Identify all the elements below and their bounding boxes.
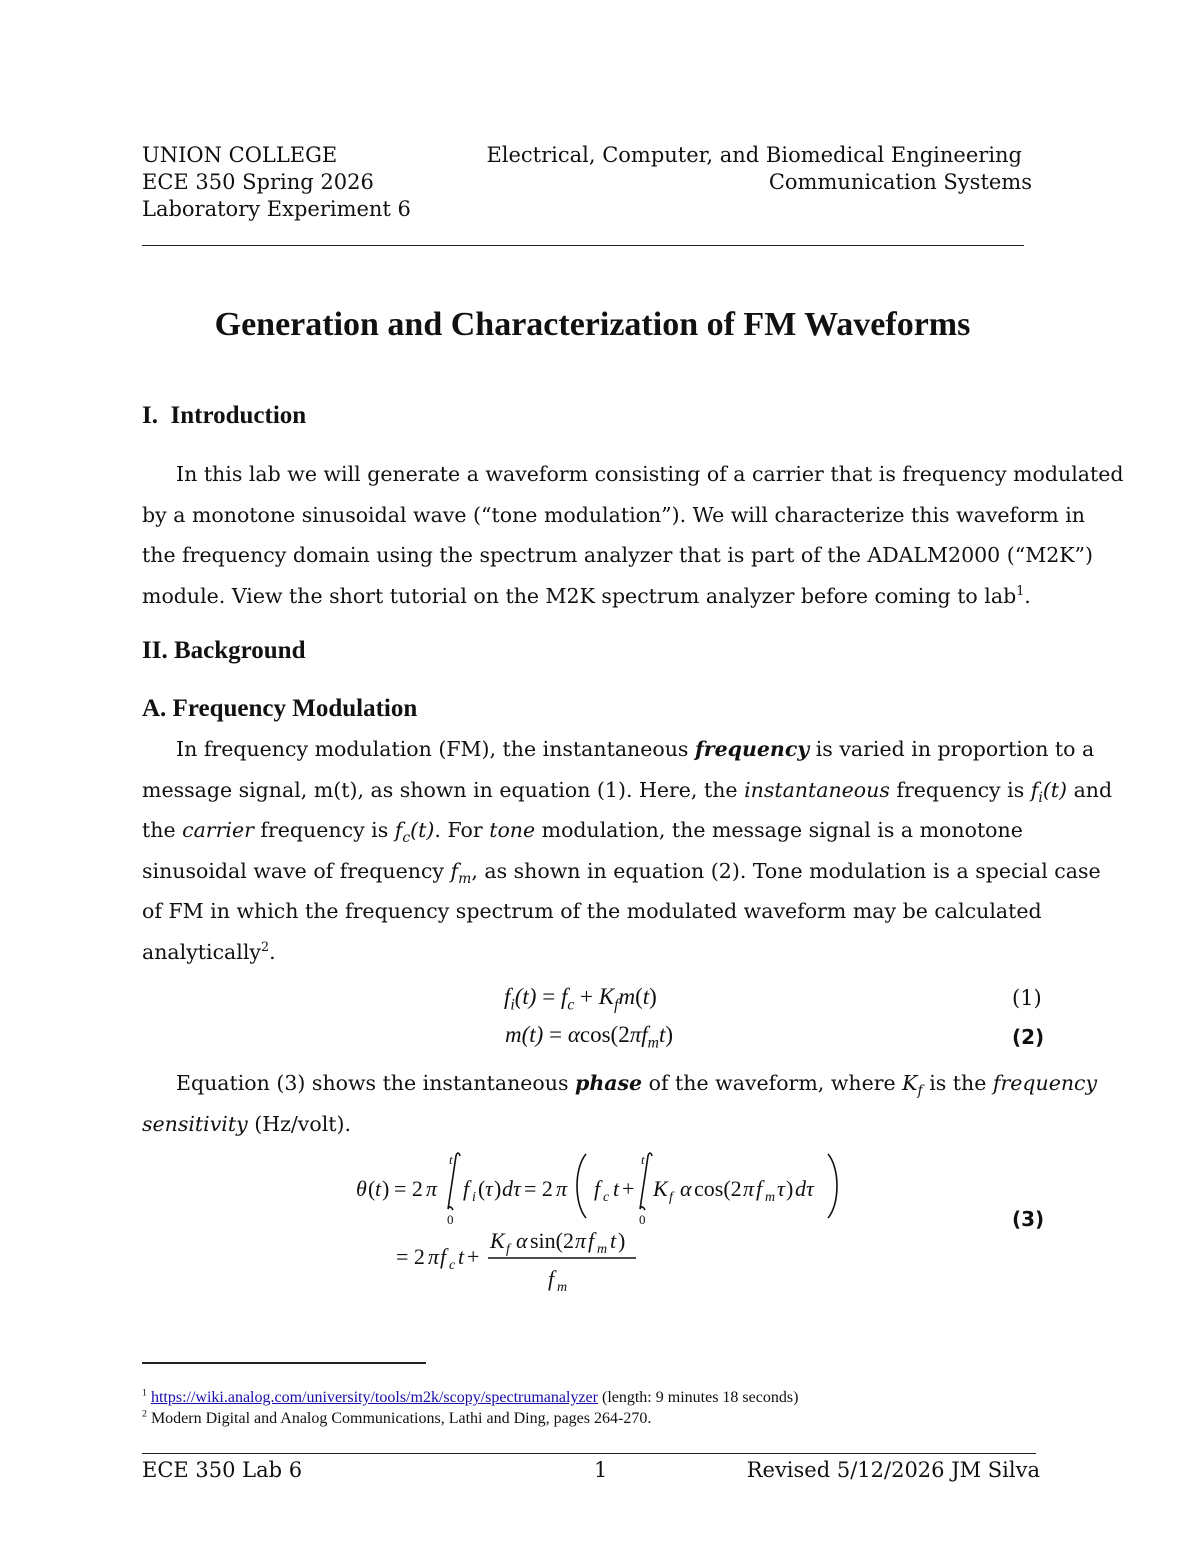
fm-fc-f: f [394, 818, 403, 842]
section-background-heading: II. Background [142, 637, 306, 664]
footnote-2-number: 2 [142, 1408, 147, 1420]
equation-3 [340, 1148, 860, 1298]
footnote-ref-2[interactable]: 2 [260, 938, 270, 954]
intro-line-3: the frequency domain using the spectrum analyzer that is part of the ADALM2000 (“M2K”) [142, 543, 1094, 567]
fm-fi-sub: i [1038, 789, 1043, 806]
phase-emph-frequency: frequency [992, 1071, 1098, 1095]
header-experiment: Laboratory Experiment 6 [142, 197, 411, 221]
svg-text:f: f [463, 1176, 470, 1201]
phase-kf-sub: f [917, 1083, 923, 1100]
fm-line-3c: frequency is [253, 818, 395, 842]
svg-text:α: α [516, 1228, 528, 1253]
header-rule [142, 245, 1024, 246]
equation-1-number: (1) [1012, 986, 1042, 1010]
fm-line-2g: and [1067, 777, 1113, 802]
fm-line-3g: . For [434, 818, 490, 842]
svg-text:c: c [449, 1258, 456, 1273]
svg-text:τ: τ [777, 1176, 785, 1201]
svg-text:cos(2: cos(2 [694, 1176, 742, 1201]
svg-text:m: m [597, 1242, 608, 1257]
fm-emph-carrier: carrier [182, 818, 254, 842]
phase-line-1a: Equation (3) shows the instantaneous [176, 1071, 575, 1095]
svg-text:+: + [622, 1176, 635, 1201]
fm-line-3i: modulation, the message signal is a monotone [535, 818, 1023, 842]
svg-text:π: π [575, 1228, 587, 1253]
svg-text:(: ( [478, 1176, 486, 1201]
svg-text:t: t [613, 1176, 620, 1201]
equation-2: $m(t) = \alpha\cos(2\pi f_mt)$ [505, 1022, 673, 1052]
footer-rule [142, 1453, 1036, 1454]
svg-text:t: t [375, 1176, 382, 1201]
phase-line-1f: is the [922, 1071, 993, 1095]
svg-text:+: + [467, 1244, 480, 1269]
phase-paragraph [142, 1063, 1098, 1144]
equation-1: $f_i(t) = f_c + K_fm(t)$ [504, 984, 657, 1014]
footnote-1 [142, 1389, 798, 1407]
svg-text:K: K [653, 1176, 668, 1201]
svg-text:= 2: = 2 [396, 1244, 425, 1269]
svg-text:π: π [428, 1244, 440, 1269]
svg-text:): ) [494, 1176, 502, 1201]
fm-line-2a: message signal, m(t), as shown in equation (1). Here, the [142, 777, 745, 802]
phase-kf-k: K [902, 1071, 918, 1095]
svg-text:= 2: = 2 [524, 1176, 553, 1201]
fm-line-5: of FM in which the frequency spectrum of the modulated waveform may be calculated [142, 899, 1042, 923]
svg-text:α: α [680, 1176, 692, 1201]
intro-line-4-end: . [1024, 583, 1031, 608]
footnote-1-text: (length: 9 minutes 18 seconds) [597, 1389, 799, 1406]
svg-text:m: m [557, 1280, 568, 1295]
fm-emph-frequency: frequency [694, 737, 810, 761]
fm-fc-t: (t) [410, 818, 435, 842]
footnote-2-text: Modern Digital and Analog Communications, Lathi and Ding, pages 264-270. [146, 1410, 652, 1427]
svg-text:0: 0 [447, 1212, 454, 1227]
svg-text:): ) [786, 1176, 794, 1201]
svg-text:t: t [610, 1228, 617, 1253]
svg-text:dτ: dτ [502, 1176, 521, 1201]
svg-text:f: f [548, 1266, 555, 1291]
svg-text:): ) [618, 1228, 626, 1253]
phase-line-1c: of the waveform, where [642, 1071, 903, 1095]
equation-2-number: (2) [1012, 1025, 1045, 1049]
footer-right: Revised 5/12/2026 JM Silva [746, 1458, 1040, 1482]
page-title: Generation and Characterization of FM Waveforms [214, 306, 971, 343]
footnote-1-link[interactable]: https://wiki.analog.com/university/tools/m2k/scopy/spectrumanalyzer [150, 1389, 598, 1406]
footnote-ref-1[interactable]: 1 [1016, 582, 1025, 598]
fm-line-1c: is varied in proportion to a [809, 737, 1095, 761]
svg-text:): ) [382, 1176, 390, 1201]
header-institution: UNION COLLEGE [142, 143, 338, 167]
section-intro-heading [142, 402, 306, 430]
intro-line-4: module. View the short tutorial on the M2K spectrum analyzer before coming to lab [142, 583, 1017, 608]
svg-text:c: c [603, 1190, 610, 1205]
fm-line-2c: frequency is [889, 777, 1031, 802]
header-department: Electrical, Computer, and Biomedical Engineering [486, 143, 1022, 167]
section-intro-number: I. [142, 402, 158, 429]
footnote-1-number: 1 [142, 1387, 147, 1399]
fm-line-4a: sinusoidal wave of frequency [142, 858, 451, 883]
svg-text:= 2: = 2 [394, 1176, 423, 1201]
intro-line-2: by a monotone sinusoidal wave (“tone modulation”). We will characterize this waveform in [142, 502, 1085, 527]
svg-text:f: f [669, 1190, 673, 1205]
footer-left: ECE 350 Lab 6 [142, 1458, 303, 1482]
svg-text:(: ( [368, 1176, 376, 1201]
svg-text:π: π [426, 1176, 438, 1201]
svg-text:dτ: dτ [795, 1176, 814, 1201]
footnote-2 [142, 1410, 651, 1428]
fm-line-6-end: . [269, 939, 276, 964]
section-intro-title: Introduction [170, 402, 307, 429]
svg-text:sin(2: sin(2 [530, 1228, 574, 1253]
svg-text:f: f [588, 1228, 595, 1253]
footer-page-number: 1 [594, 1458, 608, 1482]
svg-text:f: f [506, 1242, 510, 1257]
svg-text:π: π [556, 1176, 568, 1201]
svg-text:f: f [756, 1176, 763, 1201]
svg-text:f: f [440, 1244, 447, 1269]
fm-line-6: analytically [142, 939, 261, 964]
svg-text:t: t [458, 1244, 465, 1269]
svg-text:0: 0 [639, 1212, 646, 1227]
svg-text:f: f [594, 1176, 601, 1201]
fm-line-1a: In frequency modulation (FM), the instantaneous [176, 737, 695, 761]
header-subject: Communication Systems [768, 170, 1032, 194]
fm-line-3a: the [142, 818, 183, 842]
fm-emph-tone: tone [489, 818, 536, 842]
intro-line-1: In this lab we will generate a waveform consisting of a carrier that is frequency modulated [176, 462, 1124, 486]
header-course: ECE 350 Spring 2026 [142, 170, 374, 194]
fm-emph-instantaneous: instantaneous [744, 777, 890, 802]
fm-fi-t: (t) [1042, 777, 1068, 802]
svg-text:t: t [641, 1152, 645, 1167]
fm-line-4d: , as shown in equation (2). Tone modulation is a special case [471, 858, 1101, 883]
svg-text:π: π [743, 1176, 755, 1201]
subsection-fm-heading: A. Frequency Modulation [142, 695, 418, 722]
phase-emph-sensitivity: sensitivity [142, 1111, 248, 1136]
svg-text:i: i [472, 1190, 476, 1205]
phase-line-2b: (Hz/volt). [247, 1111, 352, 1136]
intro-paragraph [142, 454, 1124, 616]
footnote-separator [142, 1362, 426, 1364]
equation-3-number: (3) [1012, 1207, 1045, 1231]
svg-text:θ: θ [356, 1176, 367, 1201]
svg-text:τ: τ [485, 1176, 493, 1201]
svg-text:t: t [449, 1152, 453, 1167]
fm-paragraph [142, 729, 1113, 972]
fm-fm-f: f [450, 858, 459, 883]
fm-fc-sub: c [402, 830, 411, 847]
fm-fm-sub: m [458, 870, 472, 887]
svg-text:K: K [490, 1228, 505, 1253]
svg-text:m: m [765, 1190, 776, 1205]
fm-fi-f: f [1030, 777, 1039, 802]
phase-emph-phase: phase [574, 1071, 643, 1095]
